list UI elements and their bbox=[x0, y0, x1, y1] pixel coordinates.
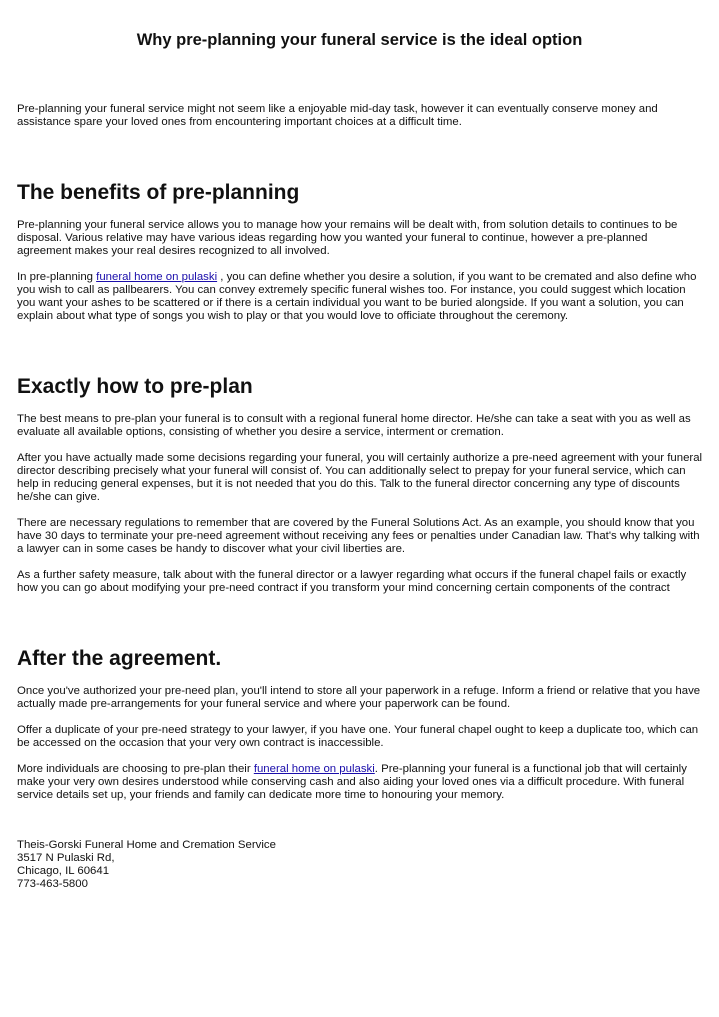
text-span: In pre-planning bbox=[17, 271, 97, 283]
section-heading-benefits: The benefits of pre-planning bbox=[17, 181, 300, 204]
street-address: 3517 N Pulaski Rd, bbox=[17, 852, 115, 864]
funeral-home-link[interactable]: funeral home on pulaski bbox=[96, 271, 218, 283]
funeral-home-link[interactable]: funeral home on pulaski bbox=[253, 763, 375, 775]
text-span: , you can define whether you desire a solution, if you want to be cremated and also define who you wish to call as pallbearers. You can convey extremely specific funeral wishes too. For instance, you could suggest which location you want your ashes to be scattered or if there is a certain individual you want to be buried alongside. If you want a solution, you can explain about what type of songs you wish to play or that you would love to officiate throughout the ceremony. bbox=[17, 271, 697, 322]
how-to-paragraph-3: There are necessary regulations to remember that are covered by the Funeral Solutions Act. As an example, you should know that you have 30 days to terminate your pre-need agreement without receiving any fees or penalties under Canadian law. That's why talking with a lawyer can in some cases be handy to discover what your civil liberties are. bbox=[17, 517, 700, 555]
phone-number: 773-463-5800 bbox=[17, 878, 88, 890]
business-name: Theis-Gorski Funeral Home and Cremation Service bbox=[17, 839, 276, 851]
section-heading-how-to: Exactly how to pre-plan bbox=[17, 375, 253, 398]
how-to-paragraph-2: After you have actually made some decisions regarding your funeral, you will certainly authorize a pre-need agreement with your funeral director describing precisely what your funeral will consist of. You can additionally select to prepay for your funeral service, which can help in reducing general expenses, but it is not needed that you do this. Talk to the funeral director concerning any type of discounts he/she can give. bbox=[17, 452, 703, 503]
text-span: More individuals are choosing to pre-plan their bbox=[17, 763, 254, 775]
section-heading-after-agreement: After the agreement. bbox=[17, 647, 222, 670]
text-span: . Pre-planning your funeral is a functional job that will certainly make your very own desires understood while conserving cash and also aiding your loved ones via a difficult procedure. With funeral service details set up, your friends and family can dedicate more time to honouring your memory. bbox=[17, 763, 687, 801]
address-block bbox=[17, 839, 276, 891]
benefits-paragraph-2 bbox=[17, 271, 705, 323]
after-paragraph-1: Once you've authorized your pre-need plan, you'll intend to store all your paperwork in a refuge. Inform a friend or relative that you have actually made pre-arrangements for your funeral service and where your paperwork can be found. bbox=[17, 685, 701, 710]
how-to-paragraph-1: The best means to pre-plan your funeral is to consult with a regional funeral home director. He/she can take a seat with you as well as evaluate all available options, consisting of whether you desire a service, interment or cremation. bbox=[17, 413, 691, 438]
how-to-paragraph-4: As a further safety measure, talk about with the funeral director or a lawyer regarding what occurs if the funeral chapel fails or exactly how you can go about modifying your pre-need contract if you transform your mind concerning certain components of the contract bbox=[17, 569, 687, 594]
after-paragraph-2: Offer a duplicate of your pre-need strategy to your lawyer, if you have one. Your funeral chapel ought to keep a duplicate too, which can be accessed on the occasion that your very own contract is inaccessible. bbox=[17, 724, 699, 749]
page-title: Why pre-planning your funeral service is the ideal option bbox=[136, 31, 583, 49]
benefits-paragraph-1: Pre-planning your funeral service allows you to manage how your remains will be dealt with, from solution details to continues to be disposal. Various relative may have various ideas regarding how you wanted your funeral to continue, however a pre-planned agreement makes your real desires recognized to all involved. bbox=[17, 219, 678, 257]
city-state-zip: Chicago, IL 60641 bbox=[17, 865, 110, 877]
after-paragraph-3 bbox=[17, 763, 705, 802]
intro-paragraph: Pre-planning your funeral service might not seem like a enjoyable mid-day task, however it can eventually conserve money and assistance spare your loved ones from encountering important choices at a difficult time. bbox=[17, 103, 658, 128]
